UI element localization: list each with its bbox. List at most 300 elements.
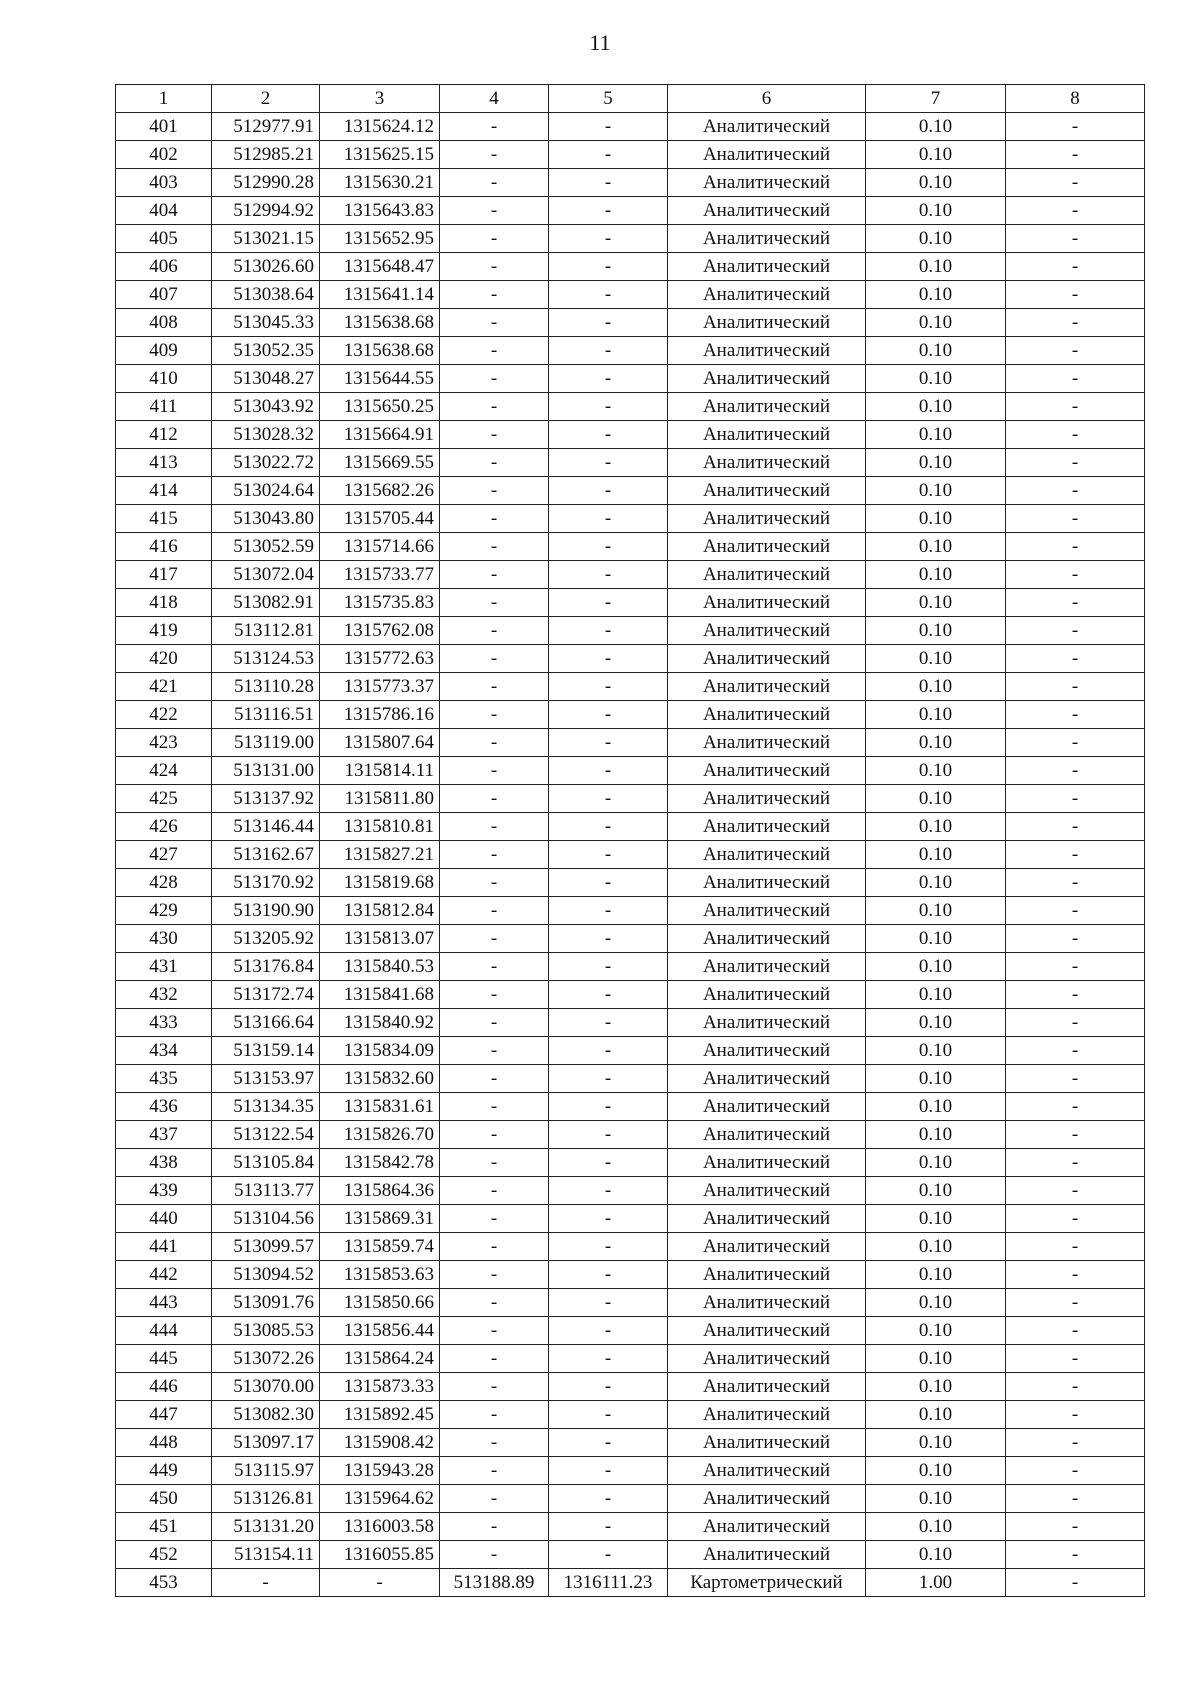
table-cell: 0.10 — [866, 337, 1006, 365]
table-cell: 513052.35 — [212, 337, 320, 365]
table-cell: 0.10 — [866, 393, 1006, 421]
table-cell: - — [440, 169, 549, 197]
table-cell: - — [440, 1261, 549, 1289]
table-cell: 427 — [116, 841, 212, 869]
column-header: 6 — [668, 85, 866, 113]
table-cell: 425 — [116, 785, 212, 813]
table-cell: - — [549, 1205, 668, 1233]
table-row — [116, 449, 1145, 477]
table-cell: - — [1006, 1261, 1145, 1289]
table-cell: - — [1006, 197, 1145, 225]
table-cell: - — [440, 1037, 549, 1065]
table-cell: 421 — [116, 673, 212, 701]
table-row — [116, 785, 1145, 813]
table-cell: 1315827.21 — [320, 841, 440, 869]
table-cell: 1315648.47 — [320, 253, 440, 281]
page-number: 11 — [589, 30, 611, 55]
table-cell: - — [549, 1233, 668, 1261]
table-cell: - — [549, 1289, 668, 1317]
table-cell: Аналитический — [668, 1121, 866, 1149]
column-header: 5 — [549, 85, 668, 113]
table-cell: - — [1006, 925, 1145, 953]
table-cell: - — [440, 309, 549, 337]
table-cell: - — [549, 981, 668, 1009]
table-cell: Аналитический — [668, 701, 866, 729]
table-cell: 1316055.85 — [320, 1541, 440, 1569]
table-row — [116, 309, 1145, 337]
table-cell: Аналитический — [668, 785, 866, 813]
table-cell: Аналитический — [668, 897, 866, 925]
table-cell: - — [440, 897, 549, 925]
table-row — [116, 673, 1145, 701]
table-cell: 513085.53 — [212, 1317, 320, 1345]
table-cell: Аналитический — [668, 337, 866, 365]
table-cell: 0.10 — [866, 365, 1006, 393]
table-cell: 1315786.16 — [320, 701, 440, 729]
table-cell: 1315943.28 — [320, 1457, 440, 1485]
table-cell: 1315840.92 — [320, 1009, 440, 1037]
table-cell: 436 — [116, 1093, 212, 1121]
table-row — [116, 1233, 1145, 1261]
table-cell: Аналитический — [668, 1289, 866, 1317]
table-cell: 513190.90 — [212, 897, 320, 925]
table-cell: 1315733.77 — [320, 561, 440, 589]
table-cell: 440 — [116, 1205, 212, 1233]
table-cell: - — [549, 197, 668, 225]
table-row — [116, 953, 1145, 981]
table-cell: 512990.28 — [212, 169, 320, 197]
table-cell: - — [440, 673, 549, 701]
table-row — [116, 757, 1145, 785]
table-cell: - — [440, 421, 549, 449]
table-cell: - — [549, 1373, 668, 1401]
table-cell: - — [549, 841, 668, 869]
table-cell: - — [549, 729, 668, 757]
table-cell: 513170.92 — [212, 869, 320, 897]
table-cell: - — [1006, 897, 1145, 925]
table-cell: - — [440, 1009, 549, 1037]
table-cell: - — [1006, 365, 1145, 393]
table-cell: 449 — [116, 1457, 212, 1485]
table-cell: 439 — [116, 1177, 212, 1205]
table-cell: - — [1006, 1177, 1145, 1205]
table-cell: 513172.74 — [212, 981, 320, 1009]
table-cell: - — [440, 1205, 549, 1233]
table-cell: Аналитический — [668, 673, 866, 701]
table-cell: Аналитический — [668, 393, 866, 421]
table-cell: - — [549, 365, 668, 393]
table-cell: 0.10 — [866, 981, 1006, 1009]
table-cell: 0.10 — [866, 1457, 1006, 1485]
table-cell: 409 — [116, 337, 212, 365]
table-cell: - — [440, 197, 549, 225]
table-cell: 1315842.78 — [320, 1149, 440, 1177]
table-cell: 513082.91 — [212, 589, 320, 617]
table-row — [116, 561, 1145, 589]
table-row — [116, 729, 1145, 757]
table-cell: - — [440, 1065, 549, 1093]
table-cell: Картометрический — [668, 1569, 866, 1597]
table-cell: 513097.17 — [212, 1429, 320, 1457]
table-cell: - — [440, 1513, 549, 1541]
table-cell: Аналитический — [668, 309, 866, 337]
table-cell: 1315859.74 — [320, 1233, 440, 1261]
table-row — [116, 337, 1145, 365]
table-cell: 1315705.44 — [320, 505, 440, 533]
table-cell: - — [440, 729, 549, 757]
table-cell: - — [1006, 253, 1145, 281]
table-cell: Аналитический — [668, 1149, 866, 1177]
table-cell: 0.10 — [866, 589, 1006, 617]
table-cell: 0.10 — [866, 1149, 1006, 1177]
table-cell: Аналитический — [668, 1373, 866, 1401]
table-cell: - — [1006, 393, 1145, 421]
table-cell: 1315810.81 — [320, 813, 440, 841]
table-cell: 513091.76 — [212, 1289, 320, 1317]
table-row — [116, 1373, 1145, 1401]
table-cell: 404 — [116, 197, 212, 225]
table-cell: Аналитический — [668, 225, 866, 253]
table-cell: Аналитический — [668, 729, 866, 757]
table-cell: - — [1006, 1345, 1145, 1373]
table-cell: - — [1006, 309, 1145, 337]
table-cell: 1315864.24 — [320, 1345, 440, 1373]
table-cell: - — [1006, 1485, 1145, 1513]
table-cell: 417 — [116, 561, 212, 589]
table-cell: - — [549, 1317, 668, 1345]
table-cell: 0.10 — [866, 1289, 1006, 1317]
table-cell: 426 — [116, 813, 212, 841]
table-cell: 0.10 — [866, 673, 1006, 701]
table-cell: - — [440, 253, 549, 281]
table-cell: 437 — [116, 1121, 212, 1149]
table-cell: 448 — [116, 1429, 212, 1457]
table-row — [116, 1541, 1145, 1569]
table-cell: 0.10 — [866, 281, 1006, 309]
table-cell: 1315856.44 — [320, 1317, 440, 1345]
table-cell: - — [440, 1149, 549, 1177]
table-cell: - — [440, 869, 549, 897]
table-cell: 513154.11 — [212, 1541, 320, 1569]
table-cell: 512985.21 — [212, 141, 320, 169]
table-cell: - — [440, 1541, 549, 1569]
table-row — [116, 169, 1145, 197]
table-cell: 0.10 — [866, 1233, 1006, 1261]
table-cell: - — [549, 1121, 668, 1149]
table-cell: 432 — [116, 981, 212, 1009]
table-cell: 1315850.66 — [320, 1289, 440, 1317]
table-cell: 0.10 — [866, 1121, 1006, 1149]
table-cell: - — [1006, 281, 1145, 309]
table-cell: - — [1006, 869, 1145, 897]
table-cell: Аналитический — [668, 1261, 866, 1289]
table-cell: 513099.57 — [212, 1233, 320, 1261]
table-cell: - — [440, 1289, 549, 1317]
table-row — [116, 841, 1145, 869]
table-cell: 513052.59 — [212, 533, 320, 561]
table-cell: - — [1006, 1289, 1145, 1317]
table-row — [116, 421, 1145, 449]
table-cell: 1315773.37 — [320, 673, 440, 701]
table-row — [116, 1401, 1145, 1429]
table-cell: 1315813.07 — [320, 925, 440, 953]
table-cell: 0.10 — [866, 1261, 1006, 1289]
table-cell: - — [549, 701, 668, 729]
table-cell: Аналитический — [668, 589, 866, 617]
table-row — [116, 589, 1145, 617]
table-row — [116, 1345, 1145, 1373]
table-cell: Аналитический — [668, 953, 866, 981]
table-cell: - — [440, 365, 549, 393]
table-row — [116, 225, 1145, 253]
table-cell: 413 — [116, 449, 212, 477]
table-row — [116, 1317, 1145, 1345]
table-cell: - — [549, 1541, 668, 1569]
table-cell: - — [440, 617, 549, 645]
table-cell: - — [440, 337, 549, 365]
table-cell: - — [549, 225, 668, 253]
table-cell: - — [440, 1093, 549, 1121]
table-cell: - — [1006, 1233, 1145, 1261]
table-row — [116, 477, 1145, 505]
table-cell: - — [440, 1317, 549, 1345]
table-cell: - — [549, 281, 668, 309]
table-cell: 513104.56 — [212, 1205, 320, 1233]
table-cell: 415 — [116, 505, 212, 533]
table-cell: 0.10 — [866, 1541, 1006, 1569]
table-cell: Аналитический — [668, 869, 866, 897]
table-cell: Аналитический — [668, 1009, 866, 1037]
table-cell: - — [549, 1037, 668, 1065]
table-cell: - — [549, 1345, 668, 1373]
table-cell: - — [1006, 561, 1145, 589]
table-cell: 1315869.31 — [320, 1205, 440, 1233]
table-row — [116, 813, 1145, 841]
table-cell: 0.10 — [866, 869, 1006, 897]
table-cell: Аналитический — [668, 533, 866, 561]
table-row — [116, 281, 1145, 309]
table-cell: 1315652.95 — [320, 225, 440, 253]
table-row — [116, 925, 1145, 953]
table-cell: 1315834.09 — [320, 1037, 440, 1065]
table-cell: - — [549, 1009, 668, 1037]
table-cell: - — [1006, 953, 1145, 981]
table-cell: - — [549, 337, 668, 365]
table-cell: 1315831.61 — [320, 1093, 440, 1121]
table-cell: - — [1006, 169, 1145, 197]
column-header: 2 — [212, 85, 320, 113]
table-row — [116, 981, 1145, 1009]
table-cell: 1315840.53 — [320, 953, 440, 981]
table-cell: 513126.81 — [212, 1485, 320, 1513]
table-cell: - — [440, 1429, 549, 1457]
table-cell: 1315873.33 — [320, 1373, 440, 1401]
table-cell: 410 — [116, 365, 212, 393]
table-cell: 0.10 — [866, 925, 1006, 953]
table-cell: - — [320, 1569, 440, 1597]
table-cell: 0.10 — [866, 197, 1006, 225]
table-cell: 453 — [116, 1569, 212, 1597]
table-cell: - — [549, 561, 668, 589]
table-cell: 416 — [116, 533, 212, 561]
table-cell: 0.10 — [866, 1513, 1006, 1541]
column-header: 1 — [116, 85, 212, 113]
column-header: 3 — [320, 85, 440, 113]
table-cell: 513043.80 — [212, 505, 320, 533]
table-cell: 435 — [116, 1065, 212, 1093]
table-cell: 0.10 — [866, 645, 1006, 673]
table-row — [116, 1569, 1145, 1597]
table-cell: Аналитический — [668, 1093, 866, 1121]
table-cell: Аналитический — [668, 253, 866, 281]
table-cell: 412 — [116, 421, 212, 449]
table-cell: 513026.60 — [212, 253, 320, 281]
table-cell: - — [1006, 1037, 1145, 1065]
table-cell: 1315908.42 — [320, 1429, 440, 1457]
table-cell: Аналитический — [668, 645, 866, 673]
table-cell: - — [549, 589, 668, 617]
table-cell: 0.10 — [866, 309, 1006, 337]
table-cell: Аналитический — [668, 1037, 866, 1065]
table-cell: 1315772.63 — [320, 645, 440, 673]
table-cell: 513131.00 — [212, 757, 320, 785]
table-cell: - — [1006, 981, 1145, 1009]
table-cell: 513124.53 — [212, 645, 320, 673]
table-cell: 0.10 — [866, 1317, 1006, 1345]
table-cell: - — [440, 1177, 549, 1205]
table-cell: 0.10 — [866, 533, 1006, 561]
table-cell: - — [1006, 1093, 1145, 1121]
table-cell: 0.10 — [866, 253, 1006, 281]
table-cell: - — [440, 393, 549, 421]
table-cell: 513070.00 — [212, 1373, 320, 1401]
table-cell: - — [549, 1457, 668, 1485]
table-cell: 411 — [116, 393, 212, 421]
table-cell: - — [549, 1429, 668, 1457]
table-cell: 1315892.45 — [320, 1401, 440, 1429]
table-cell: 407 — [116, 281, 212, 309]
table-cell: - — [440, 813, 549, 841]
table-cell: 445 — [116, 1345, 212, 1373]
table-cell: 438 — [116, 1149, 212, 1177]
table-cell: - — [440, 589, 549, 617]
table-cell: 1315853.63 — [320, 1261, 440, 1289]
table-row — [116, 1513, 1145, 1541]
table-cell: - — [1006, 1205, 1145, 1233]
table-cell: 1315664.91 — [320, 421, 440, 449]
table-cell: - — [1006, 785, 1145, 813]
table-cell: 513159.14 — [212, 1037, 320, 1065]
table-cell: 513112.81 — [212, 617, 320, 645]
table-row — [116, 1065, 1145, 1093]
table-row — [116, 645, 1145, 673]
table-cell: 418 — [116, 589, 212, 617]
table-row — [116, 1009, 1145, 1037]
table-cell: 450 — [116, 1485, 212, 1513]
table-cell: 513094.52 — [212, 1261, 320, 1289]
table-cell: 513205.92 — [212, 925, 320, 953]
table-cell: - — [549, 785, 668, 813]
table-cell: - — [440, 477, 549, 505]
table-cell: - — [1006, 589, 1145, 617]
table-cell: 0.10 — [866, 477, 1006, 505]
table-cell: 1315641.14 — [320, 281, 440, 309]
table-cell: - — [440, 1401, 549, 1429]
table-cell: 0.10 — [866, 141, 1006, 169]
table-cell: 402 — [116, 141, 212, 169]
table-cell: 513022.72 — [212, 449, 320, 477]
table-row — [116, 1121, 1145, 1149]
table-cell: 443 — [116, 1289, 212, 1317]
table-cell: Аналитический — [668, 617, 866, 645]
table-cell: - — [1006, 1569, 1145, 1597]
table-cell: 0.10 — [866, 421, 1006, 449]
table-cell: 408 — [116, 309, 212, 337]
table-cell: 451 — [116, 1513, 212, 1541]
table-cell: - — [1006, 1541, 1145, 1569]
table-cell: 513122.54 — [212, 1121, 320, 1149]
table-cell: 441 — [116, 1233, 212, 1261]
table-cell: - — [1006, 617, 1145, 645]
table-cell: 422 — [116, 701, 212, 729]
table-cell: - — [549, 1401, 668, 1429]
table-cell: - — [1006, 1513, 1145, 1541]
table-cell: 0.10 — [866, 1037, 1006, 1065]
table-cell: 0.10 — [866, 1205, 1006, 1233]
table-row — [116, 393, 1145, 421]
table-cell: 1315964.62 — [320, 1485, 440, 1513]
table-row — [116, 113, 1145, 141]
table-cell: 1316111.23 — [549, 1569, 668, 1597]
table-cell: 512994.92 — [212, 197, 320, 225]
table-cell: 513113.77 — [212, 1177, 320, 1205]
table-cell: 0.10 — [866, 1093, 1006, 1121]
table-cell: 414 — [116, 477, 212, 505]
table-row — [116, 701, 1145, 729]
table-cell: - — [440, 225, 549, 253]
table-cell: Аналитический — [668, 421, 866, 449]
table-cell: 0.10 — [866, 897, 1006, 925]
table-row — [116, 1261, 1145, 1289]
table-cell: - — [1006, 1317, 1145, 1345]
table-cell: - — [549, 1093, 668, 1121]
table-cell: 512977.91 — [212, 113, 320, 141]
table-cell: Аналитический — [668, 169, 866, 197]
table-cell: - — [440, 925, 549, 953]
table-cell: - — [1006, 757, 1145, 785]
table-cell: Аналитический — [668, 841, 866, 869]
table-cell: - — [440, 533, 549, 561]
table-cell: - — [1006, 141, 1145, 169]
table-cell: Аналитический — [668, 925, 866, 953]
table-cell: - — [440, 561, 549, 589]
table-cell: 420 — [116, 645, 212, 673]
table-cell: 0.10 — [866, 561, 1006, 589]
table-cell: Аналитический — [668, 477, 866, 505]
table-cell: Аналитический — [668, 1513, 866, 1541]
table-cell: 513072.26 — [212, 1345, 320, 1373]
table-cell: - — [1006, 1429, 1145, 1457]
table-cell: 1315624.12 — [320, 113, 440, 141]
table-row — [116, 1485, 1145, 1513]
table-cell: - — [549, 113, 668, 141]
table-cell: 430 — [116, 925, 212, 953]
table-cell: - — [440, 1121, 549, 1149]
table-cell: - — [440, 1233, 549, 1261]
table-cell: - — [440, 1457, 549, 1485]
table-cell: 513110.28 — [212, 673, 320, 701]
table-row — [116, 141, 1145, 169]
